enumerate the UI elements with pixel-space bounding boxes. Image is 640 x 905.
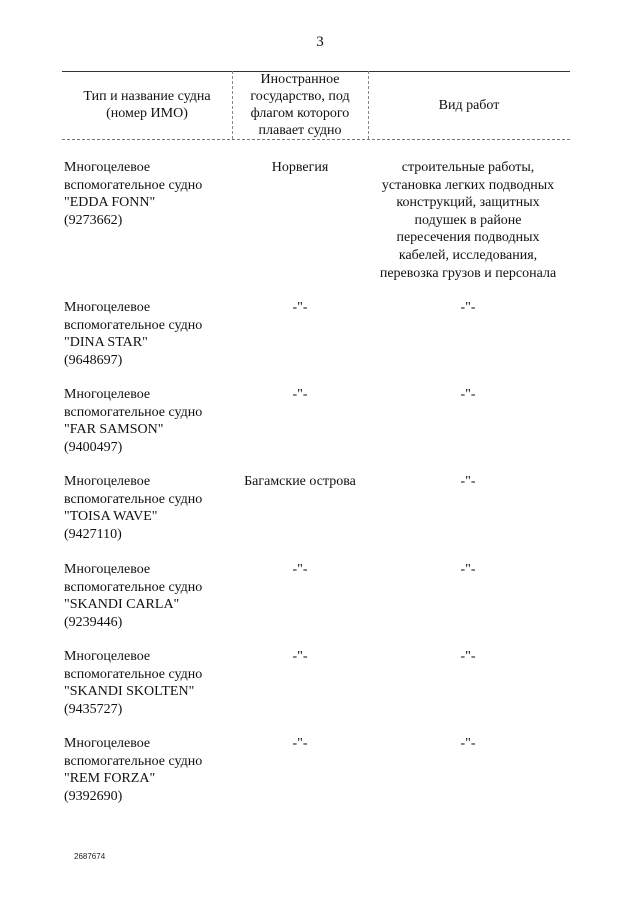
vessel-cell: Многоцелевое вспомогательное судно "SKANDI CARLA" (9239446) xyxy=(64,562,203,630)
document-code: 2687674 xyxy=(74,852,106,861)
flag-state-cell: -"- xyxy=(292,387,308,402)
flag-state-cell: -"- xyxy=(292,300,308,315)
page-number: 3 xyxy=(316,34,324,50)
vessel-cell: Многоцелевое вспомогательное судно "REM FORZA" (9392690) xyxy=(64,736,203,804)
work-type-cell: -"- xyxy=(460,387,476,402)
flag-state-cell: -"- xyxy=(292,649,308,664)
header-work-type: Вид работ xyxy=(438,97,500,113)
table-header-rule xyxy=(62,139,570,140)
work-type-cell: -"- xyxy=(460,562,476,577)
flag-state-cell: -"- xyxy=(292,562,308,577)
header-vessel: Тип и название судна (номер ИМО) xyxy=(83,89,211,121)
vessel-cell: Многоцелевое вспомогательное судно "DINA STAR" (9648697) xyxy=(64,300,203,368)
vessel-cell: Многоцелевое вспомогательное судно "SKANDI SKOLTEN" (9435727) xyxy=(64,649,203,717)
flag-state-cell: -"- xyxy=(292,736,308,751)
work-type-cell: строительные работы, установка легких подводных конструкций, защитных подушек в районе пересечения подводных кабелей, исследования, перевозка грузов и персонала xyxy=(379,160,557,281)
work-type-cell: -"- xyxy=(460,300,476,315)
work-type-cell: -"- xyxy=(460,736,476,751)
work-type-cell: -"- xyxy=(460,474,476,489)
flag-state-cell: Багамские острова xyxy=(244,474,356,489)
flag-state-cell: Норвегия xyxy=(271,160,329,175)
vessel-cell: Многоцелевое вспомогательное судно "TOISA WAVE" (9427110) xyxy=(64,474,203,542)
vessel-cell: Многоцелевое вспомогательное судно "FAR SAMSON" (9400497) xyxy=(64,387,203,455)
vessel-cell: Многоцелевое вспомогательное судно "EDDA FONN" (9273662) xyxy=(64,160,203,228)
header-flag-state: Иностранное государство, под флагом которого плавает судно xyxy=(250,72,350,138)
work-type-cell: -"- xyxy=(460,649,476,664)
